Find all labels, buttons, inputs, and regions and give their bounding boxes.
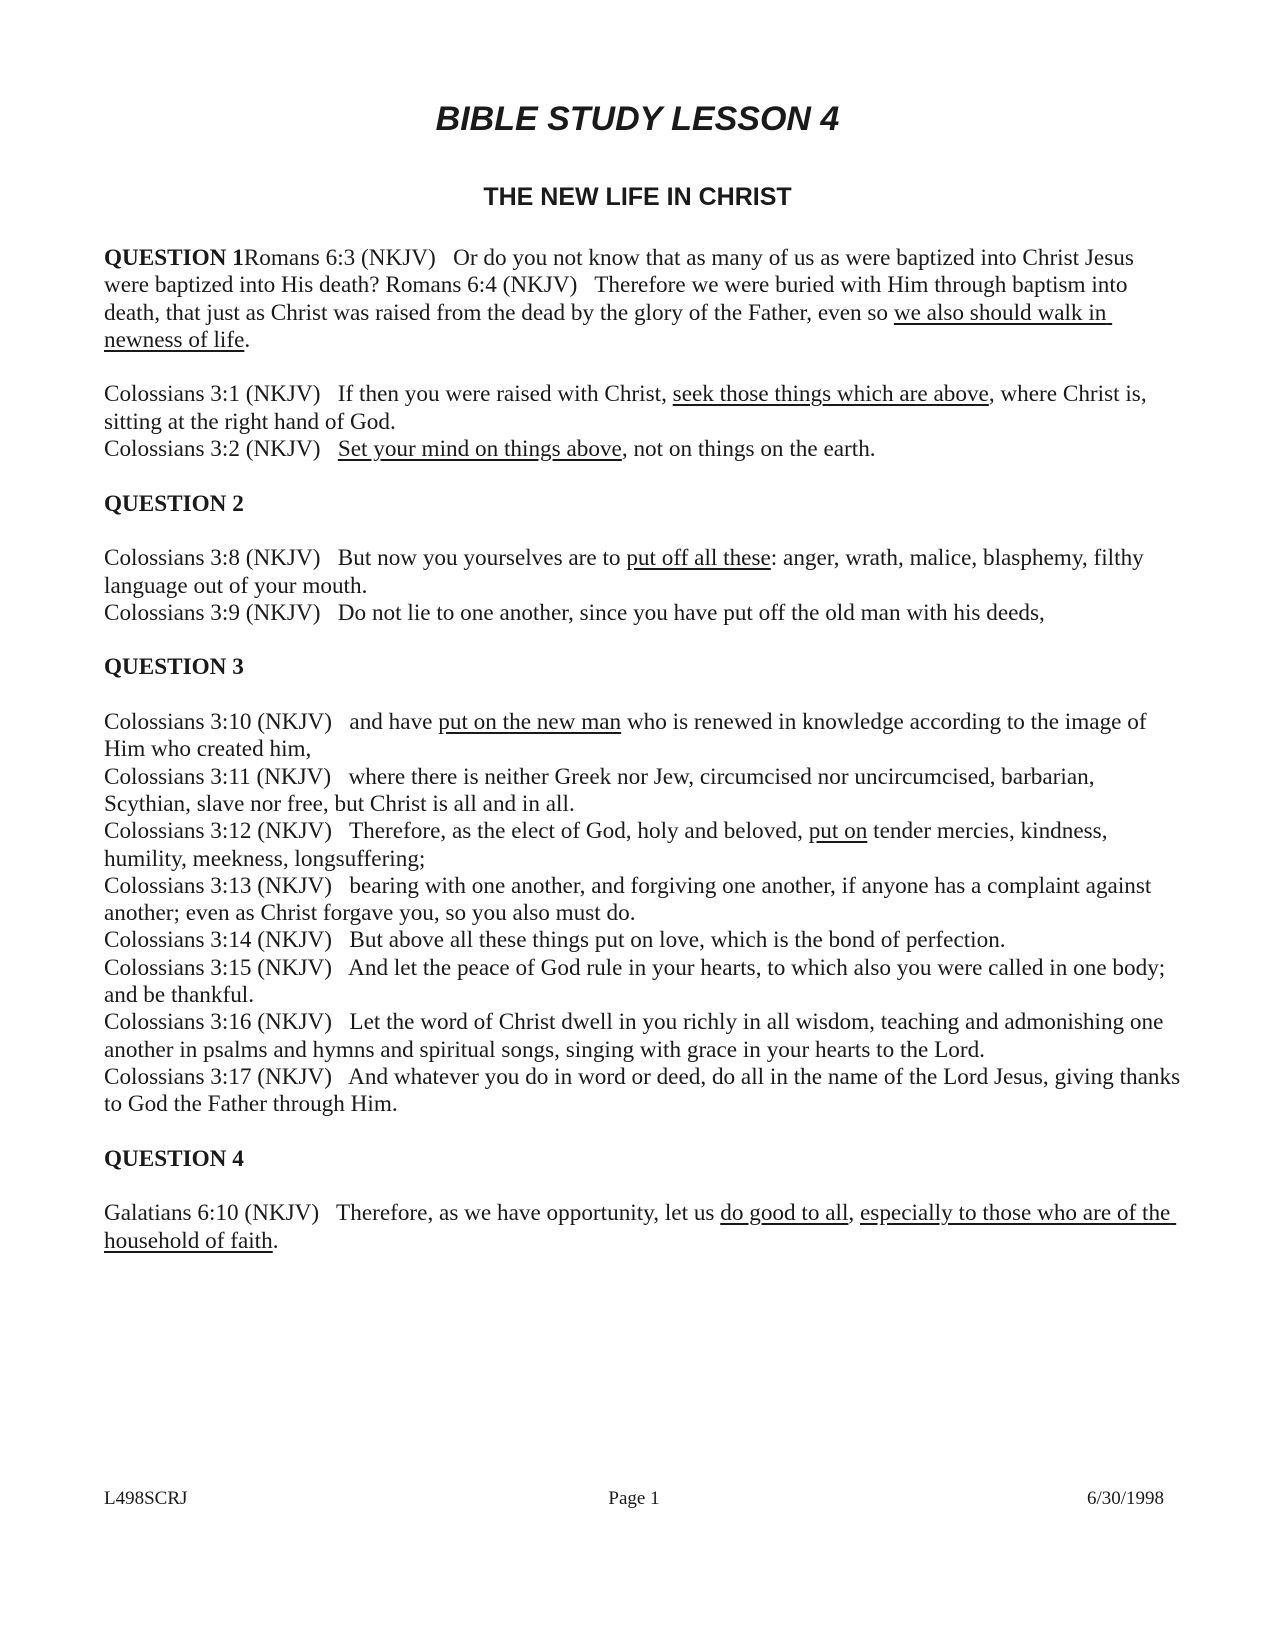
verse-col-3-8 (104, 545, 1184, 600)
underlined-phrase: do good to all (720, 1200, 849, 1227)
verse-text: , where Christ is, sitting at the right hand of God. (104, 381, 1153, 435)
verse-text: tender mercies, kindness, humility, meekness, longsuffering; (104, 818, 1114, 872)
verse-col-3-12 (104, 818, 1184, 873)
page-subtitle: THE NEW LIFE IN CHRIST (483, 183, 792, 211)
verse-col-3-1 (104, 381, 1184, 436)
verse-col-3-11: Colossians 3:11 (NKJV) where there is neither Greek nor Jew, circumcised nor uncircumcised, barbarian, Scythian, slave nor free, but Christ is all and in all. (104, 763, 1101, 817)
page-title: BIBLE STUDY LESSON 4 (435, 100, 840, 138)
verse-text: , (848, 1200, 860, 1227)
romans-end: . (244, 326, 251, 353)
question-3-heading: QUESTION 3 (104, 654, 244, 681)
question-1-heading: QUESTION 1 (104, 245, 244, 271)
verse-text: Colossians 3:1 (NKJV) If then you were raised with Christ, (104, 381, 673, 408)
underlined-phrase: Set your mind on things above (337, 436, 622, 463)
underlined-phrase: put on the new man (438, 709, 622, 736)
verse-col-3-9: Colossians 3:9 (NKJV) Do not lie to one another, since you have put off the old man with his deeds, (104, 599, 1045, 626)
verse-text: : anger, wrath, malice, blasphemy, filthy language out of your mouth. (104, 545, 1150, 599)
footer-page-number: Page 1 (608, 1488, 660, 1509)
spacer (104, 463, 1184, 490)
underlined-phrase: put on (808, 818, 868, 845)
verse-text: Colossians 3:2 (NKJV) (104, 436, 338, 463)
footer-date: 6/30/1998 (1086, 1488, 1164, 1509)
footer-document-code: L498SCRJ (104, 1488, 188, 1509)
verse-col-3-15: Colossians 3:15 (NKJV) And let the peace of God rule in your hearts, to which also you were called in one body; and be thankful. (104, 954, 1172, 1009)
verse-text: Colossians 3:10 (NKJV) and have (104, 709, 439, 736)
spacer (104, 682, 1184, 709)
lesson-body (104, 245, 1184, 1255)
verse-col-3-2 (104, 436, 1184, 463)
underlined-phrase: we also should walk in newness of life (104, 299, 1113, 353)
spacer (104, 1173, 1184, 1200)
verse-text: who is renewed in knowledge according to the image of Him who created him, (104, 709, 1153, 763)
verse-text: . (272, 1227, 279, 1254)
spacer (104, 354, 1184, 381)
verse-text: Galatians 6:10 (NKJV) Therefore, as we have opportunity, let us (104, 1200, 721, 1227)
underlined-phrase: put off all these (626, 545, 771, 572)
verse-col-3-10 (104, 709, 1184, 764)
romans-text: Romans 6:3 (NKJV) Or do you not know that as many of us as were baptized into Christ Jesus were baptized into His death? Romans 6:4 (NKJV) Therefore we were buried with Him through baptism into death, that just as Christ was raised from the dead by the glory of the Father, even so (104, 245, 1140, 326)
spacer (104, 627, 1184, 654)
verse-text: , not on things on the earth. (621, 436, 876, 463)
verse-col-3-13: Colossians 3:13 (NKJV) bearing with one another, and forgiving one another, if anyone has a complaint against another; even as Christ forgave you, so you also must do. (104, 872, 1158, 927)
spacer (104, 1119, 1184, 1146)
spacer (104, 518, 1184, 545)
underlined-phrase: especially to those who are of the household of faith (104, 1200, 1177, 1254)
page-footer (104, 1488, 1164, 1512)
verse-text: Colossians 3:8 (NKJV) But now you yourselves are to (104, 545, 627, 572)
verse-text: Colossians 3:12 (NKJV) Therefore, as the elect of God, holy and beloved, (104, 818, 809, 845)
verse-gal-6-10 (104, 1200, 1184, 1255)
verse-col-3-14: Colossians 3:14 (NKJV) But above all these things put on love, which is the bond of perfection. (104, 927, 1006, 954)
question-2-heading: QUESTION 2 (104, 490, 244, 517)
question-4-heading: QUESTION 4 (104, 1145, 244, 1172)
verse-col-3-17: Colossians 3:17 (NKJV) And whatever you do in word or deed, do all in the name of the Lord Jesus, giving thanks to God the Father through Him. (104, 1063, 1186, 1118)
verse-col-3-16: Colossians 3:16 (NKJV) Let the word of Christ dwell in you richly in all wisdom, teaching and admonishing one another in psalms and hymns and spiritual songs, singing with grace in your hearts to the Lord. (104, 1009, 1170, 1063)
underlined-phrase: seek those things which are above (672, 381, 989, 408)
question-1-paragraph (104, 245, 1184, 354)
